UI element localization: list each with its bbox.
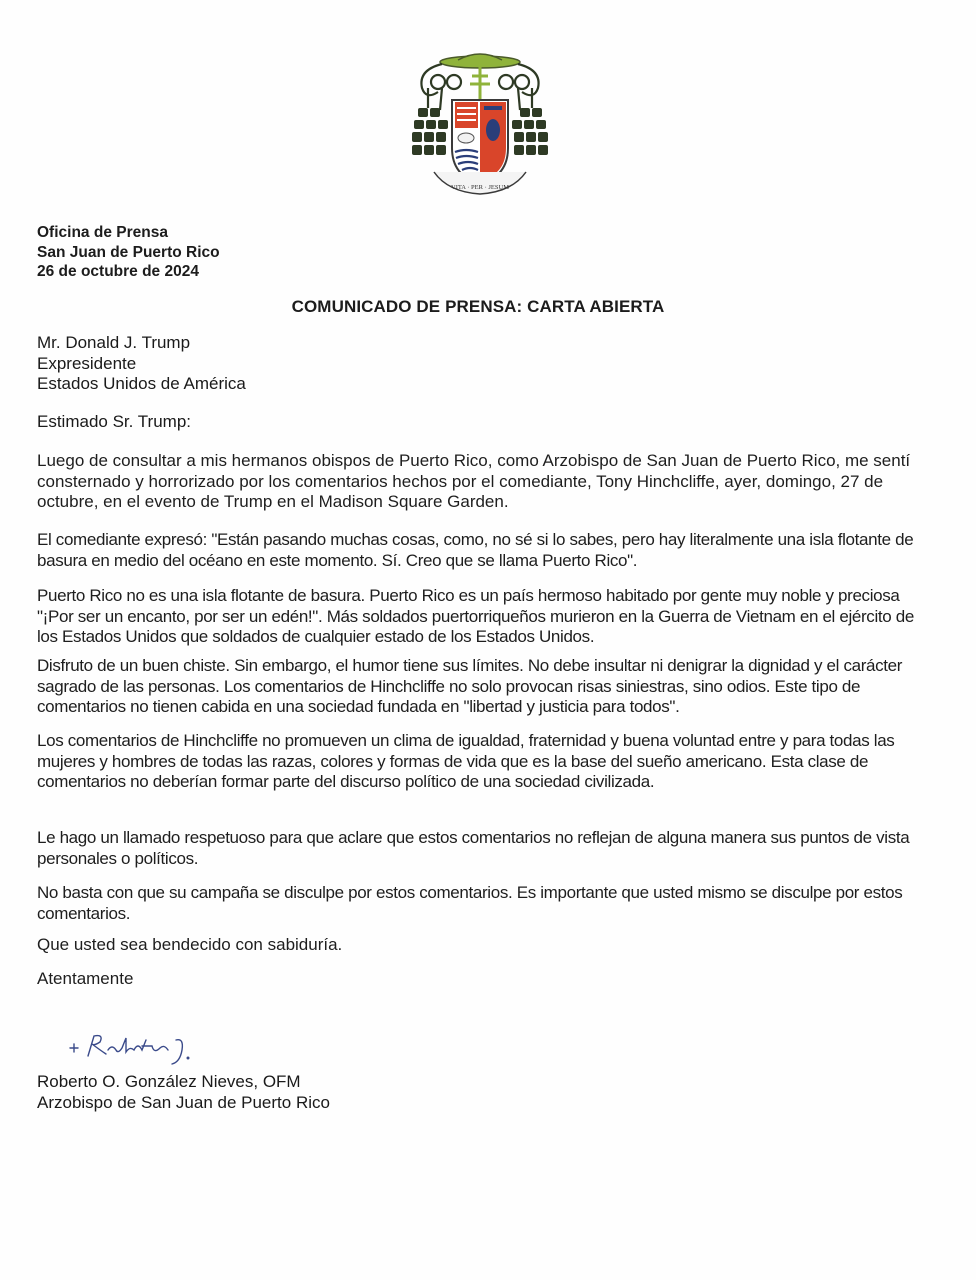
paragraph-6: Le hago un llamado respetuoso para que aclare que estos comentarios no reflejan de alguna manera sus puntos de vista personales o políticos.: [37, 828, 910, 868]
letterhead-block: [37, 223, 220, 282]
handwritten-signature-icon: [64, 1028, 214, 1068]
paragraph-3: Puerto Rico no es una isla flotante de basura. Puerto Rico es un país hermoso habitado por gente muy noble y preciosa "¡Por ser un encanto, por ser un edén!". Más soldados puertorriqueños murieron en la Guerra de Vietnam en el ejército de los Estados Unidos que soldados de cualquier estado de los Estados Unidos.: [37, 586, 914, 646]
archbishop-coat-of-arms-icon: [408, 48, 552, 198]
addressee-country: Estados Unidos de América: [37, 374, 246, 393]
addressee-role: Expresidente: [37, 353, 137, 373]
addressee-block: [37, 333, 246, 395]
paragraph-7: No basta con que su campaña se disculpe por estos comentarios. Es importante que usted mismo se disculpe por estos comentarios.: [37, 883, 903, 923]
svg-text:VITA · PER · JESUM: VITA · PER · JESUM: [451, 184, 509, 191]
addressee-name: Mr. Donald J. Trump: [37, 333, 191, 352]
page-title: COMUNICADO DE PRENSA: CARTA ABIERTA: [291, 297, 665, 316]
office-name: Oficina de Prensa: [37, 224, 168, 241]
paragraph-5: Los comentarios de Hinchcliffe no promueven un clima de igualdad, fraternidad y buena voluntad entre y para todas las mujeres y hombres de todas las razas, colores y formas de vida que es la base del sueño americano. Esta clase de comentarios no deberían formar parte del discurso político de una sociedad civilizada.: [37, 731, 895, 791]
signer-block: [37, 1072, 330, 1113]
paragraph-2: El comediante expresó: "Están pasando muchas cosas, como, no sé si lo sabes, pero hay literalmente una isla flotante de basura en medio del océano en este momento. Sí. Creo que se llama Puerto Rico".: [37, 530, 914, 570]
salutation: Estimado Sr. Trump:: [37, 412, 191, 431]
office-city: San Juan de Puerto Rico: [37, 243, 220, 261]
letter-date: 26 de octubre de 2024: [37, 263, 199, 280]
blessing-line: Que usted sea bendecido con sabiduría.: [37, 935, 343, 954]
signer-title: Arzobispo de San Juan de Puerto Rico: [37, 1092, 330, 1112]
paragraph-4: Disfruto de un buen chiste. Sin embargo, el humor tiene sus límites. No debe insultar ni denigrar la dignidad y el carácter sagrado de las personas. Los comentarios de Hinchcliffe no solo provocan risas siniestras, sino odios. Este tipo de comentarios no tienen cabida en una sociedad fundada en "libertad y justicia para todos".: [37, 656, 903, 716]
paragraph-1: Luego de consultar a mis hermanos obispos de Puerto Rico, como Arzobispo de San Juan de Puerto Rico, me sentí consternado y horrorizado por los comentarios hechos por el comediante, Tony Hinchcliffe, ayer, domingo, 27 de octubre, en el evento de Trump en el Madison Square Garden.: [37, 451, 911, 511]
signer-name: Roberto O. González Nieves, OFM: [37, 1072, 301, 1091]
closing-line: Atentamente: [37, 969, 134, 988]
